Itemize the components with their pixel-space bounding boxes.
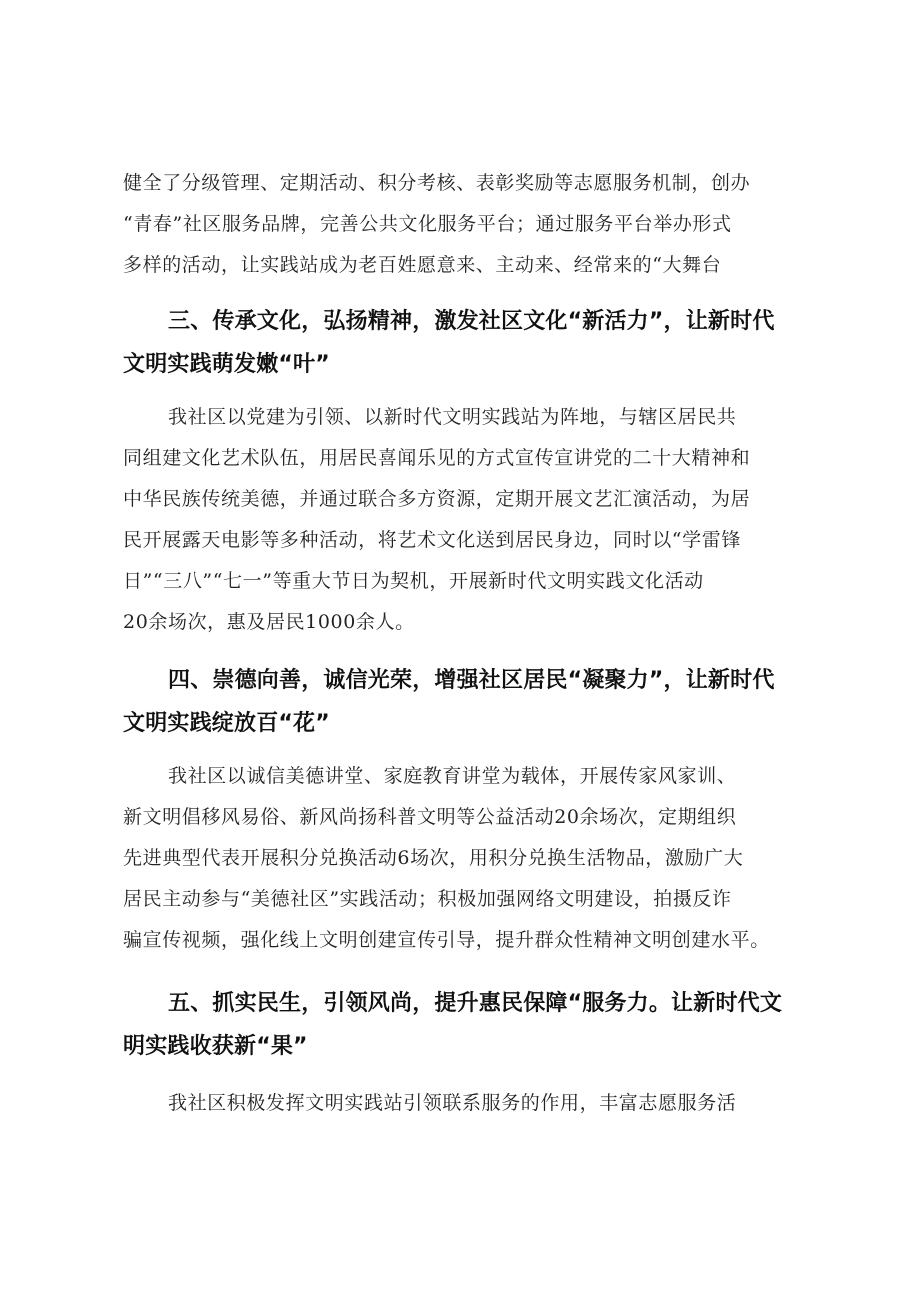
paragraph-intro xyxy=(123,163,813,286)
paragraph-section-5 xyxy=(123,1083,813,1124)
paragraph-line: “青春”社区服务品牌，完善公共文化服务平台；通过服务平台举办形式 xyxy=(123,213,732,235)
heading-line: 三、传承文化，弘扬精神，激发社区文化“新活力”，让新时代 xyxy=(168,309,775,334)
paragraph-line: 先进典型代表开展积分兑换活动6场次，用积分兑换生活物品，激励广大 xyxy=(123,847,744,869)
heading-line: 文明实践萌发嫩“叶” xyxy=(123,352,330,377)
paragraph-line: 日”“三八”“七一”等重大节日为契机，开展新时代文明实践文化活动 xyxy=(123,570,704,592)
paragraph-section-4 xyxy=(123,756,813,961)
paragraph-line: 骗宣传视频，强化线上文明创建宣传引导，提升群众性精神文明创建水平。 xyxy=(123,929,770,951)
section-heading-3 xyxy=(123,300,813,386)
paragraph-line: 居民主动参与“美德社区”实践活动；积极加强网络文明建设，拍摄反诈 xyxy=(123,888,732,910)
paragraph-line: 同组建文化艺术队伍，用居民喜闻乐见的方式宣传宣讲党的二十大精神和 xyxy=(123,447,751,469)
heading-line: 文明实践绽放百“花” xyxy=(123,711,330,736)
section-heading-5 xyxy=(123,982,813,1068)
heading-line: 五、抓实民生，引领风尚，提升惠民保障“服务力。让新时代文 xyxy=(168,991,783,1016)
paragraph-line: 我社区积极发挥文明实践站引领联系服务的作用，丰富志愿服务活 xyxy=(168,1092,737,1114)
paragraph-line: 多样的活动，让实践站成为老百姓愿意来、主动来、经常来的“大舞台 xyxy=(123,254,722,276)
paragraph-line: 我社区以诚信美德讲堂、家庭教育讲堂为载体，开展传家风家训、 xyxy=(168,765,737,787)
paragraph-line: 20余场次，惠及居民1000余人。 xyxy=(123,611,415,633)
paragraph-section-3 xyxy=(123,397,813,643)
paragraph-line: 我社区以党建为引领、以新时代文明实践站为阵地，与辖区居民共 xyxy=(168,406,737,428)
section-heading-4 xyxy=(123,659,813,745)
heading-line: 明实践收获新“果” xyxy=(123,1034,308,1059)
paragraph-line: 新文明倡移风易俗、新风尚扬科普文明等公益活动20余场次，定期组织 xyxy=(123,806,737,828)
heading-line: 四、崇德向善，诚信光荣，增强社区居民“凝聚力”，让新时代 xyxy=(168,668,775,693)
paragraph-line: 民开展露天电影等多种活动，将艺术文化送到居民身边，同时以“学雷锋 xyxy=(123,529,741,551)
paragraph-line: 健全了分级管理、定期活动、积分考核、表彰奖励等志愿服务机制，创办 xyxy=(123,172,751,194)
paragraph-line: 中华民族传统美德，并通过联合多方资源，定期开展文艺汇演活动，为居 xyxy=(123,488,751,510)
